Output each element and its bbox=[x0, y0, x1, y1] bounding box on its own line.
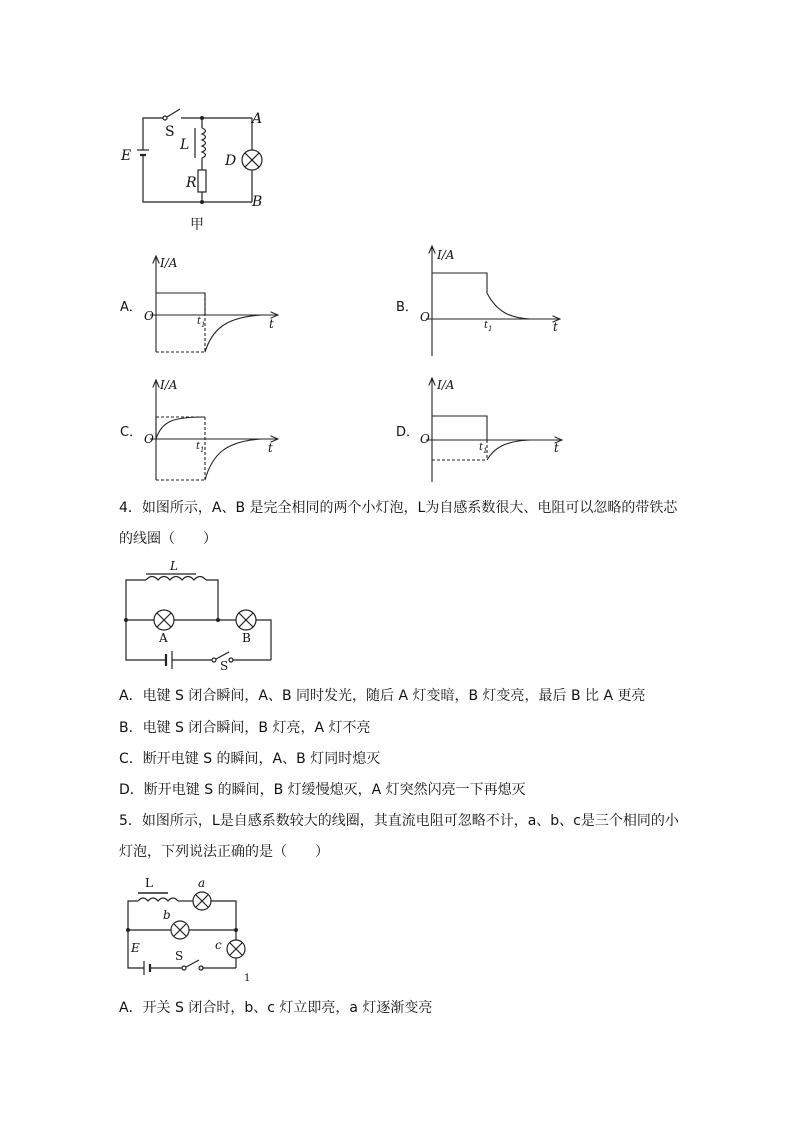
graph-b-origin: O bbox=[420, 310, 430, 324]
graph-a-ylabel: I/A bbox=[160, 256, 178, 270]
graph-a-origin: O bbox=[144, 309, 154, 323]
q4-option-d: D．断开电键 S 的瞬间，B 灯缓慢熄灭，A 灯突然闪亮一下再熄灭 bbox=[119, 782, 526, 798]
figure-caption: 甲 bbox=[190, 217, 204, 233]
graph-a-t1: $t_1$ bbox=[197, 316, 206, 329]
q4-option-b: B．电键 S 闭合瞬间，B 灯亮，A 灯不亮 bbox=[119, 720, 371, 736]
q4-lamp-b-label: B bbox=[242, 631, 251, 645]
graph-b-xlabel: t bbox=[553, 320, 558, 334]
emf-label: E bbox=[121, 148, 132, 164]
q5-lamp-b-label: b bbox=[163, 908, 171, 922]
q5-lamp-c-label: c bbox=[215, 938, 222, 952]
option-d-letter: D． bbox=[396, 425, 420, 440]
graph-b-t1: $t_1$ bbox=[484, 320, 493, 333]
q5-stem-line1: 5．如图所示，L是自感系数较大的线圈，其直流电阻可忽略不计，a、b、c是三个相同的小 bbox=[119, 813, 679, 829]
q5-stray-mark: 1 bbox=[244, 973, 251, 984]
graph-b-ylabel: I/A bbox=[437, 248, 455, 262]
option-c-letter: C． bbox=[120, 425, 143, 440]
q5-emf-label: E bbox=[131, 941, 140, 955]
q4-option-a: A．电键 S 闭合瞬间，A、B 同时发光，随后 A 灯变暗，B 灯变亮，最后 B 比 A 更亮 bbox=[119, 688, 646, 704]
q4-switch-label: S bbox=[220, 659, 229, 673]
graph-d-ylabel: I/A bbox=[437, 378, 455, 392]
option-a-letter: A． bbox=[120, 300, 142, 315]
option-b-letter: B． bbox=[396, 300, 418, 315]
q5-inductor-label: L bbox=[145, 876, 153, 890]
q4-lamp-a-label: A bbox=[159, 631, 168, 645]
graph-c-xlabel: t bbox=[268, 441, 273, 455]
q5-stem-line2: 灯泡，下列说法正确的是（ ） bbox=[119, 844, 329, 860]
q5-switch-label: S bbox=[175, 949, 184, 963]
graph-a-xlabel: t bbox=[269, 317, 274, 331]
resistor-label: R bbox=[186, 175, 197, 191]
q4-stem-line2: 的线圈（ ） bbox=[119, 531, 217, 547]
q5-lamp-a-label: a bbox=[198, 876, 206, 890]
graph-d-t1: $t_1$ bbox=[479, 442, 488, 455]
graph-c-ylabel: I/A bbox=[160, 378, 178, 392]
graph-d-origin: O bbox=[420, 432, 430, 446]
node-a-label: A bbox=[252, 111, 263, 127]
graph-c-t1: $t_1$ bbox=[196, 441, 205, 454]
q4-option-c: C．断开电键 S 的瞬间，A、B 灯同时熄灭 bbox=[119, 751, 381, 767]
node-b-label: B bbox=[252, 194, 263, 210]
inductor-label: L bbox=[180, 137, 190, 153]
q5-option-a: A．开关 S 闭合时，b、c 灯立即亮，a 灯逐渐变亮 bbox=[119, 1000, 433, 1016]
lamp-label: D bbox=[225, 153, 237, 169]
q4-inductor-label: L bbox=[170, 559, 178, 573]
q4-stem-line1: 4．如图所示，A、B 是完全相同的两个小灯泡，L为自感系数很大、电阻可以忽略的带铁芯 bbox=[119, 500, 678, 516]
graph-d-xlabel: t bbox=[554, 441, 559, 455]
graph-c-origin: O bbox=[144, 432, 154, 446]
switch-label: S bbox=[165, 124, 175, 140]
